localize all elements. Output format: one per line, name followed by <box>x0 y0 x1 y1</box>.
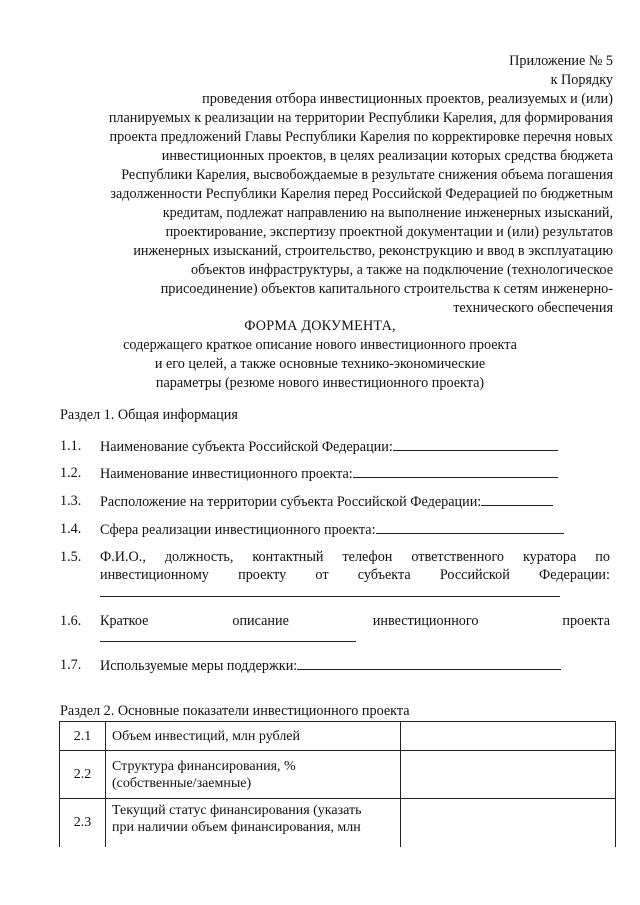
item-word: описание <box>232 613 289 629</box>
section2-title: Раздел 2. Основные показатели инвестиционного проекта <box>60 703 410 719</box>
item-field-location <box>100 493 553 511</box>
row-number: 2.2 <box>60 751 106 799</box>
item-label: Расположение на территории субъекта Российской Федерации: <box>100 494 482 510</box>
item-word: проекта <box>562 613 610 629</box>
table-row <box>60 799 616 847</box>
item-label: Наименование субъекта Российской Федерации: <box>100 439 393 455</box>
answer-line[interactable] <box>376 521 564 534</box>
answer-line[interactable] <box>353 465 558 478</box>
row-label-line: Текущий статус финансирования (указать <box>112 803 362 818</box>
form-subtitle-line: параметры (резюме нового инвестиционного проекта) <box>155 375 485 391</box>
header-line: технического обеспечения <box>453 300 613 316</box>
header-line: планируемых к реализации на территории Республики Карелия, для формирования <box>108 110 613 126</box>
item-label: Используемые меры поддержки: <box>100 658 298 674</box>
item-word: инвестиционному <box>100 567 209 583</box>
item-word: должность, <box>164 549 234 565</box>
header-line: инженерных изысканий, строительство, реконструкцию и ввод в эксплуатацию <box>133 243 613 259</box>
annex-number: Приложение № 5 <box>509 53 613 69</box>
item-field-project-name <box>100 465 558 483</box>
answer-line[interactable] <box>393 438 558 451</box>
row-value-cell[interactable] <box>401 751 616 799</box>
annex-to-order: к Порядку <box>550 72 613 88</box>
row-value-cell[interactable] <box>401 722 616 751</box>
item-word: субъекта <box>357 567 411 583</box>
item-word: куратора <box>522 549 577 565</box>
row-label <box>106 799 401 847</box>
item-field-sphere <box>100 521 564 539</box>
row-label-line: при наличии объем финансирования, млн <box>112 820 361 835</box>
answer-line[interactable] <box>100 596 560 597</box>
item-word: телефон <box>342 549 393 565</box>
item-number: 1.7. <box>60 657 82 673</box>
form-subtitle-line: содержащего краткое описание нового инвестиционного проекта <box>123 337 517 353</box>
item-word: проекту <box>238 567 287 583</box>
item-number: 1.6. <box>60 613 82 629</box>
row-label <box>106 722 401 751</box>
item-number: 1.2. <box>60 465 82 481</box>
row-label-line: (собственные/заемные) <box>112 775 252 791</box>
item-word: Российской <box>439 567 510 583</box>
item-word: контактный <box>252 549 324 565</box>
item-number: 1.1. <box>60 438 82 454</box>
header-line: кредитам, подлежат направлению на выполнение инженерных изысканий, <box>162 205 613 221</box>
item-number: 1.4. <box>60 521 82 537</box>
item-number: 1.3. <box>60 493 82 509</box>
item-curator-line2 <box>100 567 610 584</box>
item-curator-line1 <box>100 549 610 566</box>
table-row <box>60 751 616 799</box>
header-line: проектирование, экспертизу проектной документации и (или) результатов <box>165 224 613 240</box>
header-line: инвестиционных проектов, в целях реализации которых средства бюджета <box>161 148 613 164</box>
row-number: 2.3 <box>60 799 106 847</box>
header-line: задолженности Республики Карелия перед Российской Федерацией по бюджетным <box>110 186 613 202</box>
header-line: проекта предложений Главы Республики Карелия по корректировке перечня новых <box>109 129 613 145</box>
row-number: 2.1 <box>60 722 106 751</box>
item-label: Сфера реализации инвестиционного проекта: <box>100 522 376 538</box>
item-word: Ф.И.О., <box>100 549 146 565</box>
row-label <box>106 751 401 799</box>
item-word: Краткое <box>100 613 149 629</box>
item-number: 1.5. <box>60 549 82 565</box>
header-line: Республики Карелия, высвобождаемые в результате снижения объема погашения <box>121 167 613 183</box>
answer-line[interactable] <box>297 657 561 670</box>
row-value-cell[interactable] <box>401 799 616 847</box>
item-word: инвестиционного <box>372 613 479 629</box>
answer-line[interactable] <box>481 493 553 506</box>
item-word: от <box>315 567 329 583</box>
header-line: проведения отбора инвестиционных проектов, реализуемых и (или) <box>202 91 613 107</box>
item-label: Наименование инвестиционного проекта: <box>100 466 353 482</box>
item-word: Федерации: <box>539 567 610 583</box>
item-description-line <box>100 613 610 630</box>
form-subtitle-line: и его целей, а также основные технико-экономические <box>154 356 486 372</box>
indicators-table <box>59 721 616 847</box>
item-field-support <box>100 657 561 675</box>
item-word: ответственного <box>411 549 505 565</box>
answer-line[interactable] <box>100 641 356 642</box>
header-line: присоединение) объектов капитального строительства к сетям инженерно- <box>160 281 613 297</box>
row-label-line: Объем инвестиций, млн рублей <box>112 728 301 744</box>
header-line: объектов инфраструктуры, а также на подключение (технологическое <box>191 262 613 278</box>
item-word: по <box>595 549 610 565</box>
row-label-line: Структура финансирования, % <box>112 758 296 774</box>
item-field-subject <box>100 438 558 456</box>
form-heading: ФОРМА ДОКУМЕНТА, <box>244 318 396 334</box>
section1-title: Раздел 1. Общая информация <box>60 407 238 423</box>
table-row <box>60 722 616 751</box>
